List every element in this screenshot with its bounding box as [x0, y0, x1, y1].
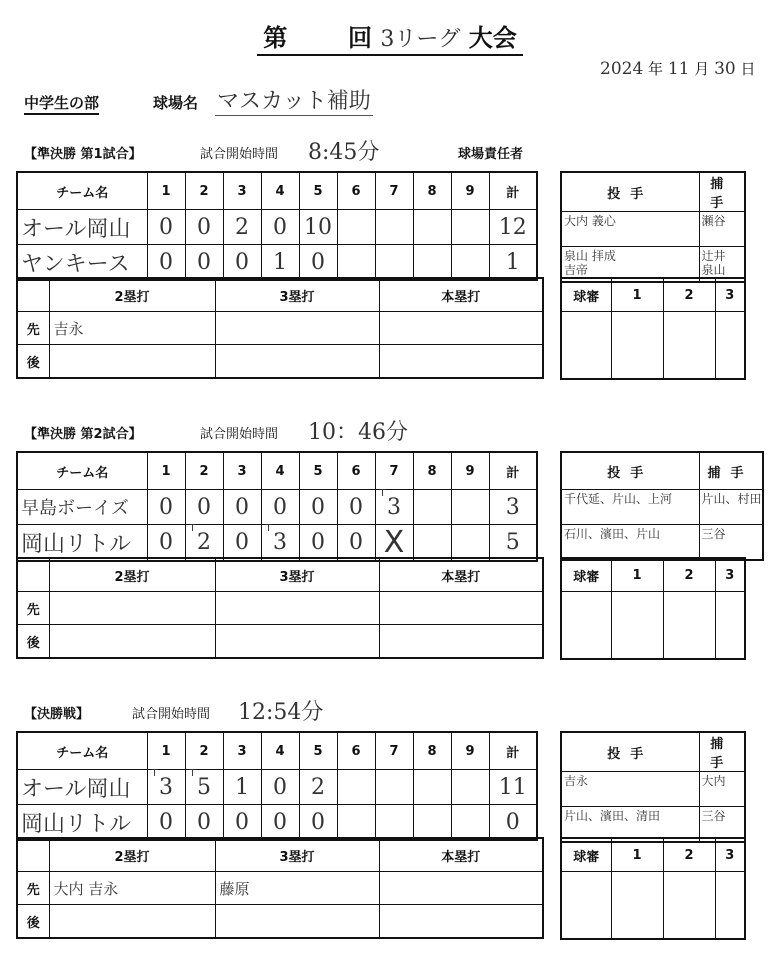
- inning-header: 9: [451, 452, 489, 490]
- score-value: 0: [273, 809, 287, 835]
- catcher-value: [699, 525, 763, 561]
- inning-header: 2: [185, 172, 223, 210]
- umpire-col-header: 1: [611, 558, 663, 592]
- umpire-col-header: 2: [663, 278, 715, 312]
- umpire-header: 球審: [561, 558, 611, 592]
- inning-header: 7: [375, 452, 413, 490]
- second-doubles-value: [49, 625, 215, 659]
- team-total: 12: [489, 210, 537, 245]
- score-value: 0: [235, 809, 249, 835]
- inning-score: [451, 490, 489, 525]
- second-batting-row: [17, 345, 543, 379]
- first-doubles-value: 吉永: [49, 312, 215, 345]
- inning-header: 2: [185, 732, 223, 770]
- inning-header: 7: [375, 732, 413, 770]
- venue-label: 球場名: [153, 94, 199, 112]
- start-time-label: 試合開始時間: [200, 147, 279, 162]
- inning-header: 6: [337, 732, 375, 770]
- score-value: 1: [273, 249, 287, 275]
- first-label: 先: [17, 872, 49, 905]
- score-value: 2: [311, 774, 325, 800]
- venue-value: マスカット補助: [215, 84, 373, 116]
- inning-score: [337, 805, 375, 841]
- inning-score: [147, 210, 185, 245]
- inning-score: [337, 210, 375, 245]
- doubles-header: 2塁打: [49, 278, 215, 312]
- inning-header: 5: [299, 732, 337, 770]
- score-value: 3: [387, 494, 401, 520]
- inning-score: [147, 525, 185, 562]
- team-name-header: チーム名: [17, 172, 147, 210]
- team-name: ヤンキース: [17, 245, 147, 281]
- inning-header: 4: [261, 732, 299, 770]
- score-value: 0: [159, 809, 173, 835]
- team-total: 5: [489, 525, 537, 562]
- inning-score: [451, 770, 489, 805]
- first-triples-value: [215, 312, 379, 345]
- umpire-col-header: 3: [715, 838, 745, 872]
- inning-score: [223, 245, 261, 281]
- inning-header: 3: [223, 732, 261, 770]
- inning-header: 8: [413, 172, 451, 210]
- inning-score: [261, 805, 299, 841]
- inning-score: [413, 490, 451, 525]
- umpire-cell: [611, 872, 663, 940]
- first-label: 先: [17, 312, 49, 345]
- inning-header: 5: [299, 452, 337, 490]
- umpire-cell: [663, 872, 715, 940]
- first-doubles-value: [49, 592, 215, 625]
- form-title: [0, 18, 780, 53]
- pitcher-name: 泉山 拝成: [564, 249, 616, 263]
- homers-header: 本塁打: [379, 838, 543, 872]
- score-value: 0: [197, 494, 211, 520]
- pitcher-name: 大内 義心: [564, 214, 616, 228]
- first-triples-value: [215, 592, 379, 625]
- tiebreak-mark: T: [189, 523, 196, 534]
- blank-cell: [17, 278, 49, 312]
- score-value: 0: [273, 774, 287, 800]
- team-row: [17, 805, 537, 841]
- team-total: 11: [489, 770, 537, 805]
- pitcher-name-2: 吉帝: [564, 263, 589, 277]
- second-doubles-value: [49, 345, 215, 379]
- inning-score: [413, 245, 451, 281]
- score-value: 0: [159, 214, 173, 240]
- inning-score: [185, 490, 223, 525]
- team-row: [17, 490, 537, 525]
- umpire-header: 球審: [561, 838, 611, 872]
- inning-score: [337, 490, 375, 525]
- first-triples-value: 藤原: [215, 872, 379, 905]
- umpire-cell: [663, 312, 715, 380]
- score-value: X: [383, 525, 405, 560]
- inning-score: [451, 805, 489, 841]
- second-triples-value: [215, 625, 379, 659]
- game-heading: 【決勝戦】: [24, 707, 90, 722]
- first-homers-value: [379, 312, 543, 345]
- inning-header: 8: [413, 452, 451, 490]
- battery-row: [561, 490, 763, 525]
- inning-score: [299, 245, 337, 281]
- pitcher-value: [561, 772, 699, 807]
- inning-score: [375, 805, 413, 841]
- battery-row: [561, 525, 763, 561]
- inning-header: 7: [375, 172, 413, 210]
- catcher-name: 辻井: [701, 249, 726, 263]
- team-name-header: チーム名: [17, 732, 147, 770]
- first-batting-row: [17, 312, 543, 345]
- catcher-name: 瀬谷: [701, 214, 726, 228]
- inning-score: [223, 770, 261, 805]
- homers-header: 本塁打: [379, 278, 543, 312]
- score-value: 10: [304, 214, 332, 240]
- first-batting-row: [17, 872, 543, 905]
- score-value: 0: [159, 494, 173, 520]
- inning-header: 3: [223, 172, 261, 210]
- catcher-name: 片山、村田: [701, 492, 762, 506]
- inning-header: 2: [185, 452, 223, 490]
- umpire-cell: [561, 872, 611, 940]
- line-score-table: [16, 171, 538, 281]
- inning-score: [261, 525, 299, 562]
- division-label: 中学生の部: [24, 92, 99, 115]
- umpire-table: [560, 837, 746, 940]
- inning-score: [299, 490, 337, 525]
- blank-cell: [17, 558, 49, 592]
- score-value: 0: [311, 530, 325, 555]
- start-time-label: 試合開始時間: [200, 427, 279, 442]
- inning-score: [375, 490, 413, 525]
- inning-score: [147, 245, 185, 281]
- doubles-header: 2塁打: [49, 838, 215, 872]
- doubles-header: 2塁打: [49, 558, 215, 592]
- team-row: [17, 770, 537, 805]
- second-triples-value: [215, 905, 379, 939]
- line-score-table: [16, 451, 538, 562]
- catcher-value: [699, 212, 745, 247]
- second-label: 後: [17, 905, 49, 939]
- score-value: 0: [197, 809, 211, 835]
- inning-score: [185, 210, 223, 245]
- second-homers-value: [379, 905, 543, 939]
- score-value: 0: [235, 530, 249, 555]
- catcher-header: 捕手: [699, 732, 745, 772]
- umpire-cell: [715, 592, 745, 660]
- pitcher-value: [561, 212, 699, 247]
- inning-header: 1: [147, 732, 185, 770]
- score-value: 0: [159, 530, 173, 555]
- date: [600, 58, 756, 79]
- battery-row: [561, 212, 745, 247]
- team-total: 0: [489, 805, 537, 841]
- inning-score: [185, 245, 223, 281]
- inning-score: [261, 490, 299, 525]
- triples-header: 3塁打: [215, 558, 379, 592]
- umpire-cell: [663, 592, 715, 660]
- pitcher-name: 石川、濱田、片山: [564, 527, 661, 541]
- umpire-cell: [561, 592, 611, 660]
- first-doubles-value: 大内 吉永: [49, 872, 215, 905]
- line-score-table: [16, 731, 538, 841]
- inning-score: [375, 245, 413, 281]
- team-name: 岡山リトル: [17, 805, 147, 841]
- catcher-name: 大内: [701, 774, 726, 788]
- inning-score: [337, 525, 375, 562]
- field-manager-label: 球場責任者: [458, 147, 524, 162]
- second-batting-row: [17, 905, 543, 939]
- inning-header: 9: [451, 172, 489, 210]
- inning-score: [185, 525, 223, 562]
- inning-score: [413, 805, 451, 841]
- umpire-col-header: 1: [611, 838, 663, 872]
- catcher-name-2: 泉山: [701, 263, 726, 277]
- inning-score: [337, 770, 375, 805]
- date-month-unit: 月: [694, 60, 710, 78]
- battery-row: [561, 772, 745, 807]
- score-value: 0: [311, 249, 325, 275]
- inning-score: [299, 770, 337, 805]
- pitcher-header: 投手: [561, 172, 699, 212]
- umpire-col-header: 2: [663, 558, 715, 592]
- score-value: 1: [235, 774, 249, 800]
- battery-table: [560, 451, 764, 561]
- inning-header: 1: [147, 452, 185, 490]
- first-batting-row: [17, 592, 543, 625]
- umpire-cell: [715, 312, 745, 380]
- team-name: オール岡山: [17, 770, 147, 805]
- inning-score: [223, 210, 261, 245]
- tiebreak-mark: T: [189, 768, 196, 779]
- inning-header: 6: [337, 452, 375, 490]
- team-name: オール岡山: [17, 210, 147, 245]
- inning-score: [147, 770, 185, 805]
- date-month: 11: [667, 59, 690, 79]
- team-name-header: チーム名: [17, 452, 147, 490]
- total-header: 計: [489, 172, 537, 210]
- inning-score: [185, 770, 223, 805]
- inning-score: [299, 210, 337, 245]
- inning-score: [147, 490, 185, 525]
- catcher-name: 三谷: [701, 809, 726, 823]
- second-homers-value: [379, 625, 543, 659]
- inning-score: [299, 805, 337, 841]
- inning-score: [261, 770, 299, 805]
- inning-score: [413, 210, 451, 245]
- score-value: 2: [235, 214, 249, 240]
- inning-score: [451, 245, 489, 281]
- start-time-label: 試合開始時間: [132, 707, 211, 722]
- date-day-unit: 日: [740, 60, 756, 78]
- inning-score: [299, 525, 337, 562]
- second-batting-row: [17, 625, 543, 659]
- start-time-value: 12:54分: [238, 700, 324, 725]
- second-label: 後: [17, 625, 49, 659]
- umpire-cell: [611, 592, 663, 660]
- start-time-value: 10：46分: [308, 420, 408, 445]
- catcher-value: [699, 490, 763, 525]
- team-row: [17, 525, 537, 562]
- score-value: 0: [235, 249, 249, 275]
- inning-score: [223, 525, 261, 562]
- pitcher-value: [561, 490, 699, 525]
- score-value: 0: [273, 214, 287, 240]
- title-round: 回: [348, 24, 372, 52]
- score-value: 0: [311, 494, 325, 520]
- inning-header: 5: [299, 172, 337, 210]
- inning-score: [375, 210, 413, 245]
- homers-header: 本塁打: [379, 558, 543, 592]
- game-heading: 【準決勝 第1試合】: [24, 147, 142, 162]
- score-value: 3: [273, 530, 287, 555]
- inning-score: [413, 525, 451, 562]
- extra-base-hits-table: [16, 837, 544, 939]
- date-day: 30: [714, 59, 736, 79]
- umpire-col-header: 3: [715, 558, 745, 592]
- inning-score: [185, 805, 223, 841]
- team-total: 1: [489, 245, 537, 281]
- score-value: 0: [349, 530, 363, 555]
- score-value: 0: [197, 214, 211, 240]
- score-value: 2: [197, 530, 211, 555]
- title-league: 3リーグ: [380, 27, 461, 52]
- first-homers-value: [379, 592, 543, 625]
- umpire-header: 球審: [561, 278, 611, 312]
- score-value: 5: [197, 774, 211, 800]
- inning-score: [413, 770, 451, 805]
- pitcher-name: 吉永: [564, 774, 589, 788]
- inning-header: 4: [261, 452, 299, 490]
- catcher-value: [699, 772, 745, 807]
- umpire-col-header: 3: [715, 278, 745, 312]
- inning-score: [451, 525, 489, 562]
- second-triples-value: [215, 345, 379, 379]
- date-year: 2024: [600, 59, 644, 79]
- second-doubles-value: [49, 905, 215, 939]
- inning-header: 8: [413, 732, 451, 770]
- team-name: 早島ボーイズ: [17, 490, 147, 525]
- tiebreak-mark: T: [379, 488, 386, 499]
- inning-score: [223, 490, 261, 525]
- umpire-cell: [611, 312, 663, 380]
- game-heading: 【準決勝 第2試合】: [24, 427, 142, 442]
- battery-table: [560, 731, 746, 843]
- inning-score: [261, 245, 299, 281]
- inning-score: [337, 245, 375, 281]
- team-name: 岡山リトル: [17, 525, 147, 562]
- extra-base-hits-table: [16, 277, 544, 379]
- score-value: 0: [349, 494, 363, 520]
- score-value: 0: [197, 249, 211, 275]
- catcher-header: 捕手: [699, 452, 763, 490]
- team-total: 3: [489, 490, 537, 525]
- title-suffix: 大会: [468, 24, 517, 52]
- score-value: 0: [159, 249, 173, 275]
- inning-score: [223, 805, 261, 841]
- inning-score: [375, 525, 413, 562]
- inning-header: 4: [261, 172, 299, 210]
- inning-score: [261, 210, 299, 245]
- inning-header: 6: [337, 172, 375, 210]
- score-value: 0: [273, 494, 287, 520]
- first-homers-value: [379, 872, 543, 905]
- title-prefix: 第: [263, 24, 288, 52]
- triples-header: 3塁打: [215, 838, 379, 872]
- tiebreak-mark: T: [151, 768, 158, 779]
- triples-header: 3塁打: [215, 278, 379, 312]
- inning-header: 9: [451, 732, 489, 770]
- umpire-col-header: 2: [663, 838, 715, 872]
- inning-score: [147, 805, 185, 841]
- catcher-header: 捕手: [699, 172, 745, 212]
- team-row: [17, 210, 537, 245]
- blank-cell: [17, 838, 49, 872]
- battery-table: [560, 171, 746, 283]
- total-header: 計: [489, 452, 537, 490]
- inning-header: 3: [223, 452, 261, 490]
- score-value: 0: [311, 809, 325, 835]
- first-label: 先: [17, 592, 49, 625]
- score-value: 0: [235, 494, 249, 520]
- inning-score: [451, 210, 489, 245]
- pitcher-header: 投手: [561, 732, 699, 772]
- second-label: 後: [17, 345, 49, 379]
- umpire-cell: [715, 872, 745, 940]
- pitcher-name: 片山、濱田、清田: [564, 809, 661, 823]
- pitcher-header: 投手: [561, 452, 699, 490]
- umpire-cell: [561, 312, 611, 380]
- inning-header: 1: [147, 172, 185, 210]
- start-time-value: 8:45分: [308, 140, 380, 165]
- extra-base-hits-table: [16, 557, 544, 659]
- score-value: 3: [159, 774, 173, 800]
- inning-score: [375, 770, 413, 805]
- umpire-col-header: 1: [611, 278, 663, 312]
- pitcher-value: [561, 525, 699, 561]
- umpire-table: [560, 557, 746, 660]
- second-homers-value: [379, 345, 543, 379]
- tiebreak-mark: T: [265, 523, 272, 534]
- umpire-table: [560, 277, 746, 380]
- total-header: 計: [489, 732, 537, 770]
- pitcher-name: 千代延、片山、上河: [564, 492, 673, 506]
- date-year-unit: 年: [648, 60, 664, 78]
- team-row: [17, 245, 537, 281]
- catcher-name: 三谷: [701, 527, 726, 541]
